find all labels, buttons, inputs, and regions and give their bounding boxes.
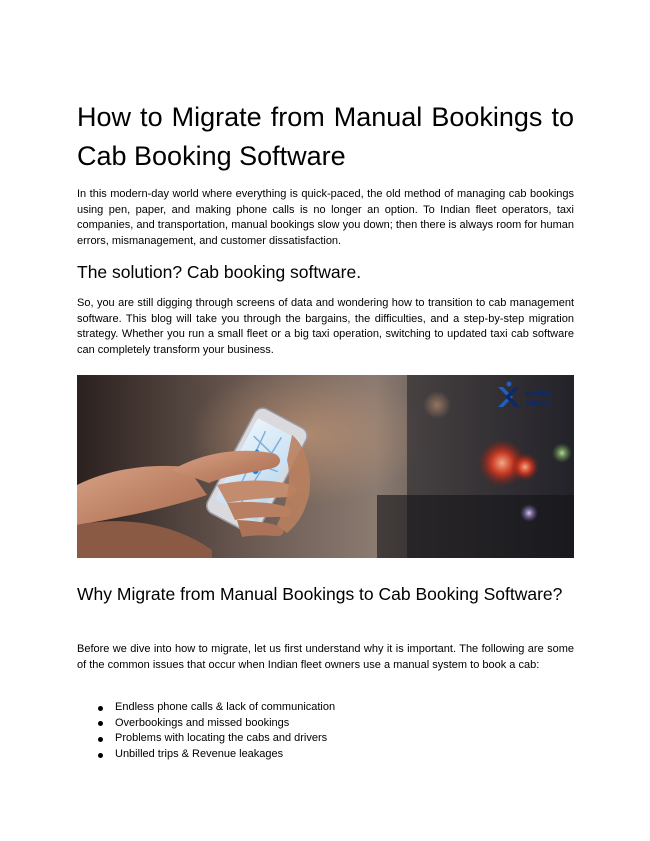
logo-text-line1: Mobility: [525, 391, 552, 398]
list-item-text: Problems with locating the cabs and drivers: [115, 732, 328, 745]
list-item: [77, 747, 574, 763]
logo-text-line2: Infotech.: [525, 400, 555, 407]
bullet-icon: [98, 737, 103, 742]
list-item-text: Overbookings and missed bookings: [115, 716, 290, 729]
list-item-text: Endless phone calls & lack of communication: [115, 701, 336, 713]
list-item: [77, 700, 574, 716]
hero-image: [77, 375, 574, 558]
solution-heading: The solution? Cab booking software.: [77, 262, 362, 282]
bullet-icon: [98, 721, 103, 726]
intro-paragraph: In this modern-day world where everything is quick-paced, the old method of managing cab bookings using pen, paper, and making phone calls is no longer an option. To Indian fleet operators, taxi companies, and transportation, manual bookings slow you down; then there is always room for human errors, mismanagement, and customer dissatisfaction.: [77, 188, 574, 248]
why-paragraph: Before we dive into how to migrate, let us first understand why it is important. The following are some of the common issues that occur when Indian fleet owners use a manual system to book a cab:: [77, 643, 574, 671]
solution-paragraph: So, you are still digging through screens of data and wondering how to transition to cab management software. This blog will take you through the bargains, the difficulties, and a step-by-step migration strategy. Whether you run a small fleet or a big taxi operation, switching to updated taxi cab software can completely transform your business.: [77, 297, 574, 357]
page-title: How to Migrate from Manual Bookings to Cab Booking Software: [77, 102, 574, 171]
why-heading: Why Migrate from Manual Bookings to Cab Booking Software?: [77, 584, 563, 604]
list-item-text: Unbilled trips & Revenue leakages: [115, 748, 284, 761]
list-item: [77, 731, 574, 747]
bullet-icon: [98, 753, 103, 758]
bullet-icon: [98, 706, 103, 711]
issues-list: [77, 700, 574, 763]
list-item: [77, 716, 574, 732]
